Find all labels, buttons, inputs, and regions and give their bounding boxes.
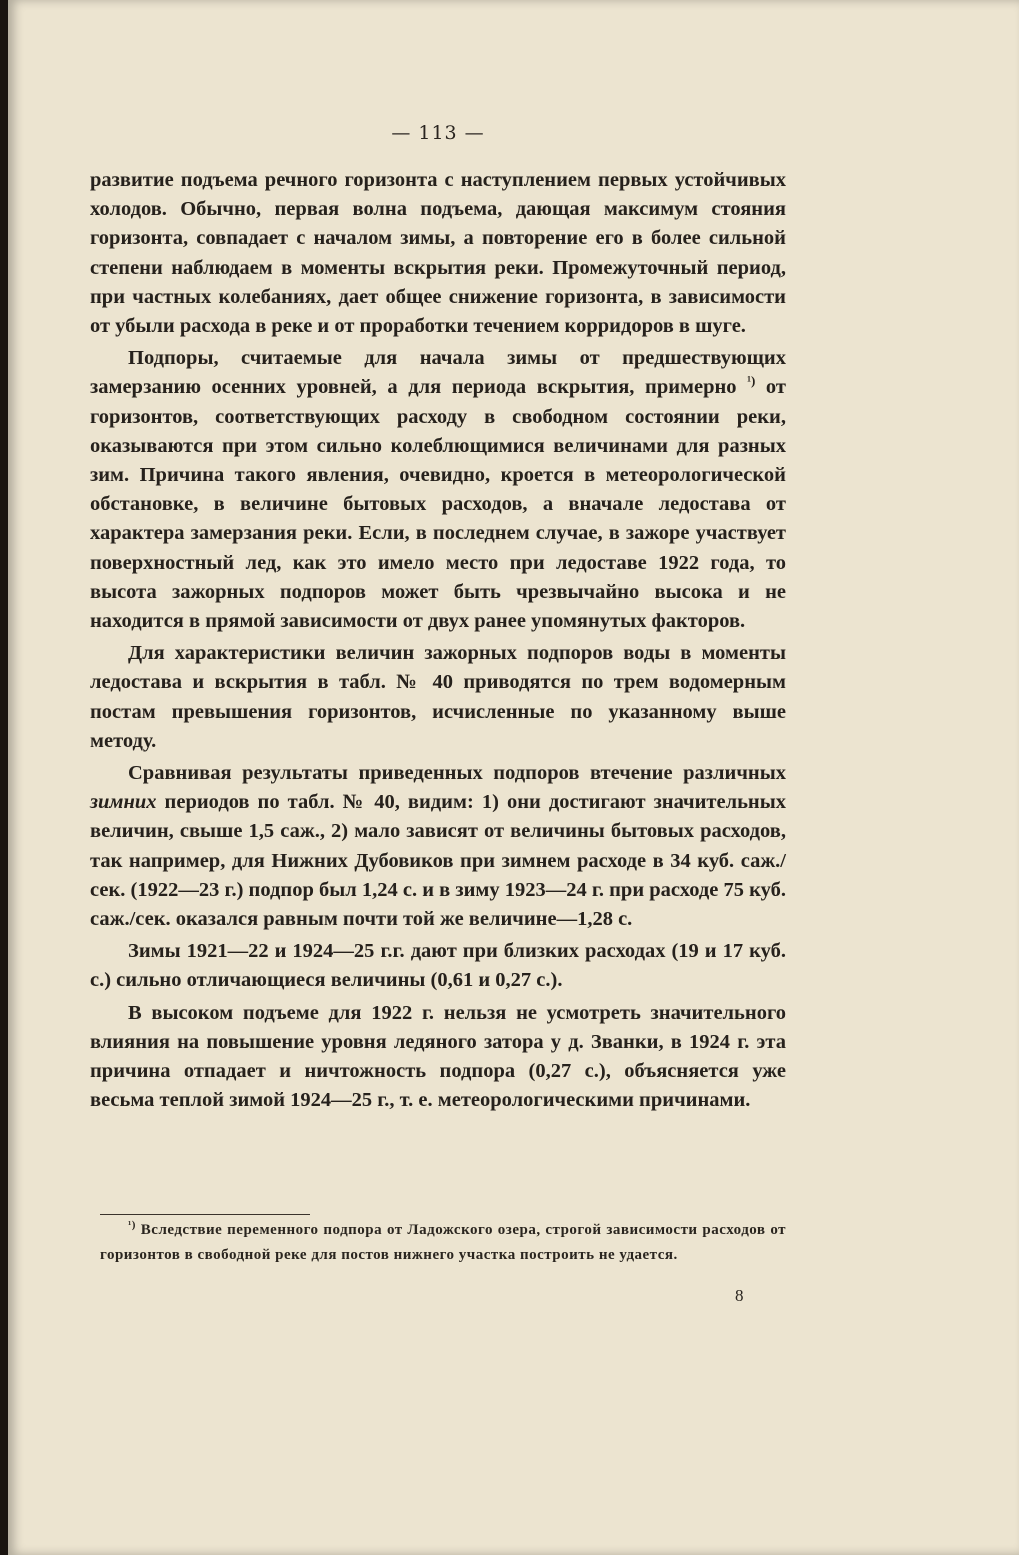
paragraph-3: Для характеристики величин зажорных подпоров воды в моменты ледостава и вскрытия в табл. № 40 приводятся по трем водомерным постам превышения горизонтов, исчисленные по указанному выше методу.	[90, 642, 786, 752]
page-number: — 113 —	[391, 122, 485, 144]
document-page	[8, 0, 1019, 1555]
footnote-divider	[100, 1214, 310, 1215]
emphasis-word: зимних	[90, 791, 157, 814]
paragraph-5: Зимы 1921—22 и 1924—25 г.г. дают при близких расходах (19 и 17 куб. с.) сильно отличающиеся величины (0,61 и 0,27 с.).	[90, 940, 786, 992]
paragraph-4: Сравнивая результаты приведенных подпоров втечение различных зимних периодов по табл. № 40, видим: 1) они достигают значительных величин, свыше 1,5 саж., 2) мало зависят от величины бытовых расходов, так например, для Нижних Дубовиков при зимнем расходе в 34 куб. саж./сек. (1922—23 г.) подпор был 1,24 с. и в зиму 1923—24 г. при расходе 75 куб. саж./сек. оказался равным почти той же величине—1,28 с.	[90, 762, 786, 931]
paragraph-2: Подпоры, считаемые для начала зимы от предшествующих замерзанию осенних уровней, а для периода вскрытия, примерно $^{^1)}$ от горизонтов, соответствующих расходу в свободном состоянии реки, оказываются при этом сильно колеблющимися величинами для разных зим. Причина такого явления, очевидно, кроется в метеорологической обстановке, в величине бытовых расходов, а вначале ледостава от характера замерзания реки. Если, в последнем случае, в зажоре участвует поверхностный лед, как это имело место при ледоставе 1922 года, то высота зажорных подпоров может быть чрезвычайно высока и не находится в прямой зависимости от двух ранее упомянутых факторов.	[90, 347, 786, 633]
paragraph-1: развитие подъема речного горизонта с наступлением первых устойчивых холодов. Обычно, первая волна подъема, дающая максимум стояния горизонта, совпадает с началом зимы, а повторение его в более сильной степени наблюдаем в моменты вскрытия реки. Промежуточный период, при частных колебаниях, дает общее снижение горизонта, в зависимости от убыли расхода в реке и от проработки течением корридоров в шуге.	[90, 169, 786, 338]
body-text	[90, 166, 786, 1116]
footnote-text: Вследствие переменного подпора от Ладожского озера, строгой зависимости расходов от горизонтов в свободной реке для постов нижнего участка построить не удается.	[100, 1222, 786, 1263]
paragraph-6: В высоком подъеме для 1922 г. нельзя не усмотреть значительного влияния на повышение уровня ледяного затора у д. Званки, в 1924 г. эта причина отпадает и ничтожность подпора (0,27 с.), объясняется уже весьма теплой зимой 1924—25 г., т. е. метеорологическими причинами.	[90, 1001, 786, 1112]
footnote-reference: ¹)	[747, 373, 756, 389]
footnote-mark: ¹)	[128, 1219, 136, 1231]
footnote	[100, 1218, 786, 1268]
signature-mark: 8	[735, 1286, 744, 1305]
